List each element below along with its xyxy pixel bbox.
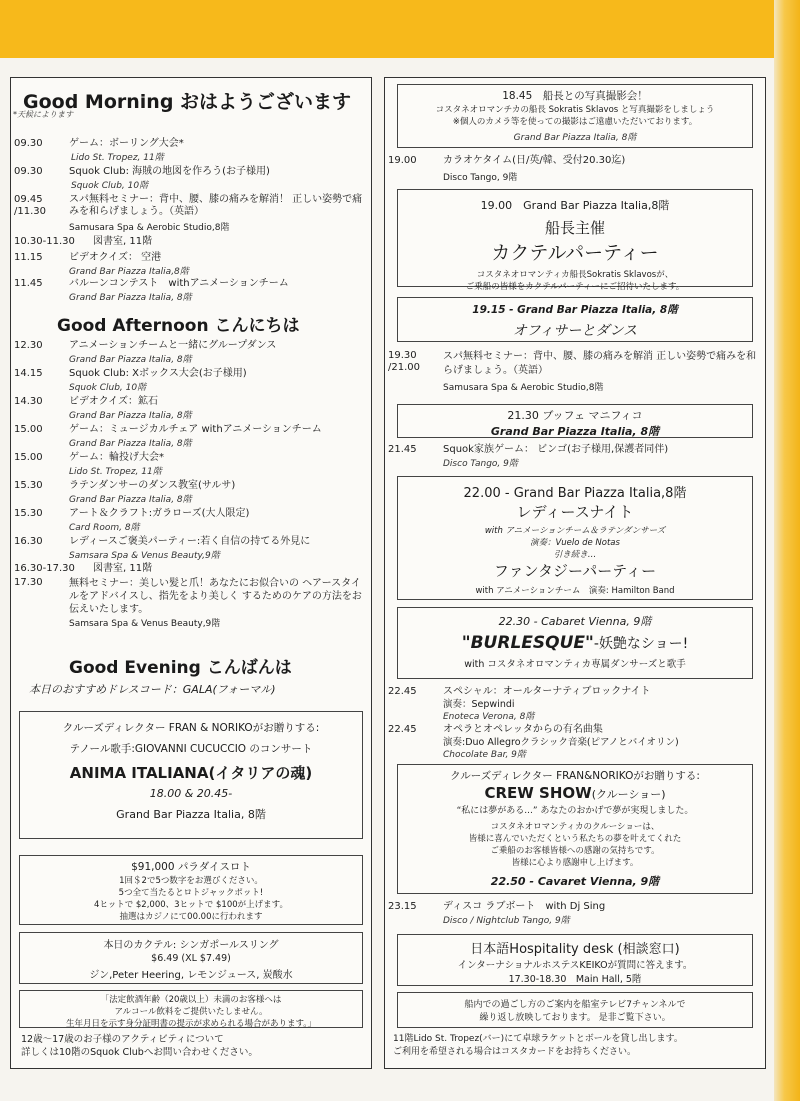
right-column: 18.45 船長との写真撮影会！ コスタネオロマンチカの船長 Sokratis Sklavos と写真撮影をしましょう ※個人のカメラ等を使っての撮影はご遠慮いただいております。 Grand Bar Piazza Italia, 8階 19.00 カラオケタイム(日/英/韓、受付20.30迄) Disco Tango, 9階 19.00 Grand Bar Piazza Italia,8階 船長主催 カクテルパーティー コスタネオロマンティカ船長Sokratis Sklavosが、 ご乗船の皆様をカクテルパーティーにご招待いたします。 19.15 - Grand Bar Piazza Italia, 8階 オフィサーとダンス 19.30 /21.00 スパ無料セミナー：背中、腰、膝の痛みを解消 正しい姿勢で痛みを和らげましょう。（英語） Samusara Spa & Aerobic Studio,8階 21.30 ブッフェ マニフィコ Grand Bar Piazza Italia, 8階 21.45 Squok家族ゲーム： ビンゴ(お子様用,保護者同伴) Disco Tango, 9階 22.00 - Grand Bar Piazza Italia,8階 レディースナイト with アニメーションチーム＆ラテンダンサーズ 演奏：Vuelo de Notas 引き続き… ファンタジーパーティー with アニメーションチーム 演奏: Hamilton Band 22.30 - Cabaret Vienna, 9階 "BURLESQUE"-妖艶なショー! with コスタネオロマンティカ専属ダンサーズと歌手 22.45 スペシャル：オールターナティブロックナイト 演奏：Sepwindi Enoteca Verona, 8階 22.45 オペラとオペレッタからの有名曲集 演奏:Duo Allegroクラシック音楽(ピアノとバイオリン) Chocolate Bar, 9階 クルーズディレクター FRAN&NORIKOがお贈りする: CREW SHOW(クルーショー) “私には夢がある...” あなたのおかげで夢が実現しました。 コスタネオロマンティカのクルーショーは、 皆様に喜んでいただくという私たちの夢を叶えてくれた ご乗船のお客様皆様への感謝の気持ちです。 皆様に心より感謝申し上げます。 22.50 - Cavaret Vienna, 9階 23.15 ディスコ ラブボート with Dj Sing Disco / Nightclub Tango, 9階 日本語Hospitality desk (相談窓口) インターナショナルホステスKEIKOが質問に答えます。 17.30-18.30 Main Hall, 5階 船内での過ごし方のご案内を船室テレビ7チャンネルで 繰り返し放映しております。 是非ご覧下さい。 11階Lido St. Tropez(バー)にて卓球ラケットとボールを貸し出します。 ご利用を希望される場合はコスタカードをお持ちください。 bbox=[384, 77, 766, 1069]
crew-show-box: クルーズディレクター FRAN&NORIKOがお贈りする: CREW SHOW(クルーショー) “私には夢がある...” あなたのおかげで夢が実現しました。 コスタネオロマンティカのクルーショーは、 皆様に喜んでいただくという私たちの夢を叶えてくれた ご乗船のお客様皆様への感謝の気持ちです。 皆様に心より感謝申し上げます。 22.50 - Cavaret Vienna, 9階 bbox=[397, 764, 753, 894]
captain-photo-box: 18.45 船長との写真撮影会！ コスタネオロマンチカの船長 Sokratis Sklavos と写真撮影をしましょう ※個人のカメラ等を使っての撮影はご遠慮いただいております。 Grand Bar Piazza Italia, 8階 bbox=[397, 84, 753, 148]
anima-italiana-box: クルーズディレクター FRAN & NORIKOがお贈りする: テノール歌手:GIOVANNI CUCUCCIO のコンサート ANIMA ITALIANA(イタリアの魂) 18.00 & 20.45- Grand Bar Piazza Italia, 8階 bbox=[19, 711, 363, 839]
burlesque-box: 22.30 - Cabaret Vienna, 9階 "BURLESQUE"-妖艶なショー! with コスタネオロマンティカ専属ダンサーズと歌手 bbox=[397, 607, 753, 679]
ping-pong-note: 11階Lido St. Tropez(バー)にて卓球ラケットとボールを貸し出します。 ご利用を希望される場合はコスタカードをお持ちください。 bbox=[393, 1034, 683, 1057]
buffet-box: 21.30 ブッフェ マニフィコ Grand Bar Piazza Italia, 8階 bbox=[397, 404, 753, 438]
top-yellow-band bbox=[0, 0, 800, 58]
cocktail-of-the-day-box: 本日のカクテル: シンガポールスリング $6.49 (XL $7.49) ジン,Peter Heering, レモンジュース, 炭酸水 bbox=[19, 932, 363, 984]
captain-cocktail-party-box: 19.00 Grand Bar Piazza Italia,8階 船長主催 カクテルパーティー コスタネオロマンティカ船長Sokratis Sklavosが、 ご乗船の皆様をカクテルパーティーにご招待いたします。 bbox=[397, 189, 753, 287]
drinking-age-notice: 「法定飲酒年齢（20歳以上）未満のお客様へは アルコール飲料をご提供いたしません。 生年月日を示す身分証明書の提示が求められる場合があります。」 bbox=[19, 990, 363, 1028]
evening-title: Good Evening こんばんは bbox=[69, 658, 292, 678]
tv-channel-box: 船内での過ごし方のご案内を船室テレビ7チャンネルで 繰り返し放映しております。 是非ご覧下さい。 bbox=[397, 992, 753, 1028]
right-yellow-edge bbox=[774, 0, 800, 1101]
weather-note: *天候によります bbox=[13, 110, 73, 119]
hospitality-desk-box: 日本語Hospitality desk (相談窓口) インターナショナルホステスKEIKOが質問に答えます。 17.30-18.30 Main Hall, 5階 bbox=[397, 934, 753, 986]
dress-code: 本日のおすすめドレスコード：GALA(フォーマル) bbox=[29, 683, 276, 696]
ladies-night-box: 22.00 - Grand Bar Piazza Italia,8階 レディースナイト with アニメーションチーム＆ラテンダンサーズ 演奏：Vuelo de Notas 引き続き… ファンタジーパーティー with アニメーションチーム 演奏: Hamilton Band bbox=[397, 476, 753, 600]
morning-title: Good Morning おはようございます bbox=[23, 91, 352, 113]
left-column: Good Morning おはようございます *天候によります 09.30 ゲーム：ボーリング大会* Lido St. Tropez, 11階 09.30 Squok Club: 海賊の地図を作ろう(お子様用) Squok Club, 10階 09.45 /11.30 スパ無料セミナー：背中、腰、膝の痛みを解消！ 正しい姿勢で痛みを和らげましょう。（英語） Samusara Spa & Aerobic Studio,8階 10.30-11.30 図書室, 11階 11.15 ビデオクイズ： 空港 Grand Bar Piazza Italia,8階 11.45 バルーンコンテスト withアニメーションチーム Grand Bar Piazza Italia, 8階 Good Afternoon こんにちは 12.30 アニメーションチームと一緒にグループダンス Grand Bar Piazza Italia, 8階 14.15 Squok Club: Xボックス大会(お子様用) Squok Club, 10階 14.30 ビデオクイズ：鉱石 Grand Bar Piazza Italia, 8階 15.00 ゲーム：ミュージカルチェア withアニメーションチーム Grand Bar Piazza Italia, 8階 15.00 ゲーム：輪投げ大会* Lido St. Tropez, 11階 15.30 ラテンダンサーのダンス教室(サルサ) Grand Bar Piazza Italia, 8階 15.30 アート＆クラフト:ガラローズ(大人限定) Card Room, 8階 16.30 レディースご褒美パーティー:若く自信の持てる外見に Samsara Spa & Venus Beauty,9階 16.30-17.30 図書室, 11階 17.30 無料セミナー：美しい髪と爪！あなたにお似合いの ヘアースタイルをアドバイスし、指先をより美しく するためのケアの方法をお伝えいたします。 Samsara Spa & Venus Beauty,9階 Good Evening こんばんは 本日のおすすめドレスコード：GALA(フォーマル) クルーズディレクター FRAN & NORIKOがお贈りする: テノール歌手:GIOVANNI CUCUCCIO のコンサート ANIMA ITALIANA(イタリアの魂) 18.00 & 20.45- Grand Bar Piazza Italia, 8階 $91,000 パラダイスロト 1回＄2で5つ数字をお選びください。 5つ全て当たるとロトジャックポット! 4ヒットで $2,000、3ヒットで $100が上げます。 抽選はカジノにて00.00に行われます 本日のカクテル: シンガポールスリング $6.49 (XL $7.49) ジン,Peter Heering, レモンジュース, 炭酸水 「法定飲酒年齢（20歳以上）未満のお客様へは アルコール飲料をご提供いたしません。 生年月日を示す身分証明書の提示が求められる場合があります。」 12歳～17歳のお子様のアクティビティについて 詳しくは10階のSquok Clubへお問い合わせください。 bbox=[10, 77, 372, 1069]
paradise-lotto-box: $91,000 パラダイスロト 1回＄2で5つ数字をお選びください。 5つ全て当たるとロトジャックポット! 4ヒットで $2,000、3ヒットで $100が上げます。 抽選はカジノにて00.00に行われます bbox=[19, 855, 363, 925]
officer-dance-box: 19.15 - Grand Bar Piazza Italia, 8階 オフィサーとダンス bbox=[397, 297, 753, 342]
kids-activity-note: 12歳～17歳のお子様のアクティビティについて 詳しくは10階のSquok Clubへお問い合わせください。 bbox=[21, 1034, 258, 1058]
afternoon-title: Good Afternoon こんにちは bbox=[57, 316, 300, 336]
